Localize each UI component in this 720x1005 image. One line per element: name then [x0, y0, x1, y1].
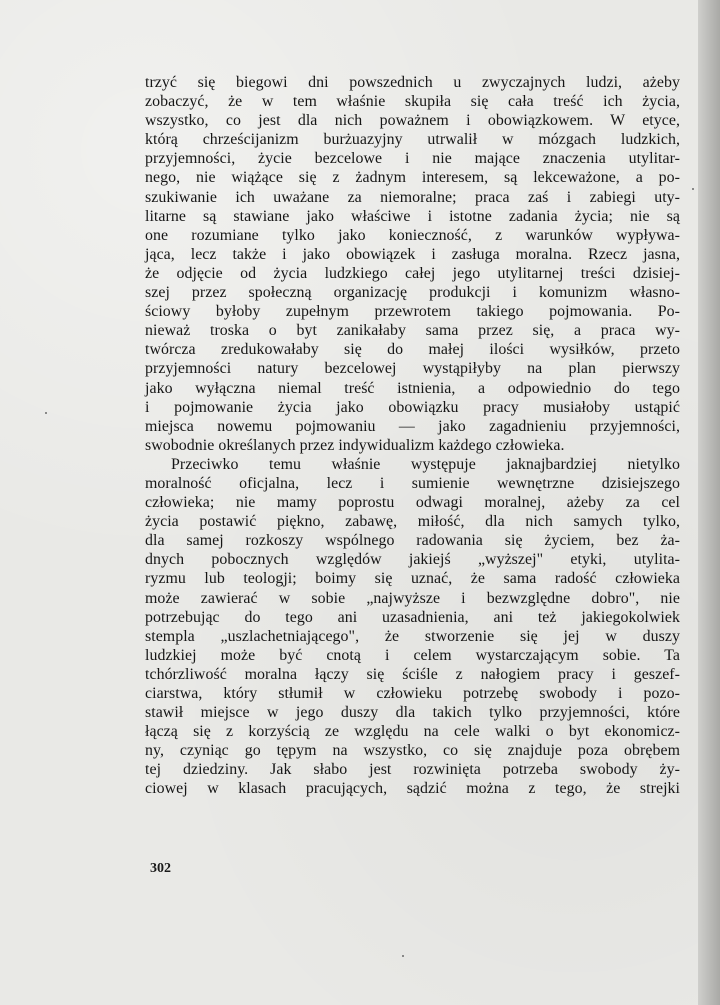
- text-line: stempla „uszlachetniającego", że stworzenie się jej w duszy: [145, 627, 680, 645]
- text-line: twórcza zredukowałaby się do małej ilości wysiłków, przeto: [145, 341, 680, 359]
- text-line: ciarstwa, który stłumił w człowieku potrzebę swobody i pozo-: [145, 685, 680, 702]
- text-line: jako wyłączna niemal treść istnienia, a odpowiednio do tego: [145, 379, 680, 397]
- text-line: może zawierać w sobie „najwyższe i bezwzględne dobro", nie: [145, 589, 680, 607]
- text-line: swobodnie określanych przez indywidualizm każdego człowieka.: [145, 436, 565, 454]
- text-line: Przeciwko temu właśnie występuje jaknajbardziej nietylko: [171, 455, 680, 473]
- paper-speck: [692, 188, 694, 190]
- text-line: stawił miejsce w jego duszy dla takich tylko przyjemności, które: [145, 704, 680, 722]
- text-line: dla samej rozkoszy wspólnego radowania się życiem, bez ża-: [145, 532, 680, 550]
- paper-speck: [402, 955, 404, 957]
- paper-speck: [45, 412, 47, 414]
- text-line: przyjemności natury bezcelowej wystąpiłyby na plan pierwszy: [145, 360, 680, 378]
- paragraph-2: [145, 455, 680, 799]
- text-line: którą chrześcijanizm burżuazyjny utrwalił w mózgach ludzkich,: [145, 131, 680, 149]
- text-line: przyjemności, życie bezcelowe i nie mające znaczenia utylitar-: [145, 150, 680, 168]
- text-line: tej dziedziny. Jak słabo jest rozwinięta potrzeba swobody ży-: [145, 761, 680, 779]
- text-line: ryzmu lub teologji; boimy się uznać, że sama radość człowieka: [145, 570, 680, 588]
- text-line: nieważ troska o byt zanikałaby sama przez się, a praca wy-: [145, 322, 680, 340]
- text-line: ściowy byłoby zupełnym przewrotem takiego pojmowania. Po-: [145, 303, 680, 321]
- text-line: ny, czyniąc go tępym na wszystko, co się znajduje poza obrębem: [145, 742, 680, 760]
- text-line: nego, nie wiążące się z żadnym interesem, są lekceważone, a po-: [145, 169, 680, 187]
- text-line: szukiwanie ich uważane za niemoralne; praca zaś i zabiegi uty-: [145, 188, 680, 206]
- text-line: człowieka; nie mamy poprostu odwagi moralnej, ażeby za cel: [145, 494, 680, 512]
- text-line: szej przez społeczną organizację produkcji i komunizm własno-: [145, 284, 680, 302]
- text-line: wszystko, co jest dla nich poważnem i obowiązkowem. W etyce,: [145, 112, 680, 130]
- text-line: zobaczyć, że w tem właśnie skupiła się cała treść ich życia,: [145, 93, 680, 111]
- text-line: trzyć się biegowi dni powszednich u zwyczajnych ludzi, ażeby: [145, 74, 680, 91]
- text-line: życia postawić piękno, zabawę, miłość, dla nich samych tylko,: [145, 513, 680, 531]
- body-text: [145, 73, 680, 799]
- text-line: miejsca nowemu pojmowaniu — jako zagadnieniu przyjemności,: [145, 417, 680, 435]
- text-line: litarne są stawiane jako właściwe i istotne zadania życia; nie są: [145, 207, 680, 225]
- text-line: potrzebując do tego ani uzasadnienia, ani też jakiegokolwiek: [145, 608, 680, 626]
- text-line: ludzkiej może być cnotą i celem wystarczającym sobie. Ta: [145, 646, 680, 664]
- text-line: ciowej w klasach pracujących, sądzić można z tego, że strejki: [145, 780, 680, 798]
- text-line: dnych pobocznych względów jakiejś „wyższej" etyki, utylita-: [145, 551, 680, 569]
- page-edge-shadow: [698, 0, 720, 1005]
- paragraph-1: [145, 73, 680, 455]
- text-line: moralność oficjalna, lecz i sumienie wewnętrzne dzisiejszego: [145, 474, 680, 492]
- text-line: że odjęcie od życia ludzkiego całej jego utylitarnej treści dzisiej-: [145, 264, 680, 282]
- text-line: one rozumiane tylko jako konieczność, z warunków wypływa-: [145, 226, 680, 244]
- text-line: łączą się z korzyścią ze względu na cele walki o byt ekonomicz-: [145, 723, 680, 741]
- text-line: i pojmowanie życia jako obowiązku pracy musiałoby ustąpić: [145, 398, 680, 416]
- text-line: tchórzliwość moralna łączy się ściśle z nałogiem pracy i geszef-: [145, 665, 680, 683]
- text-line: jąca, lecz także i jako obowiązek i zasługa moralna. Rzecz jasna,: [145, 245, 680, 263]
- page-number: 302: [150, 861, 171, 876]
